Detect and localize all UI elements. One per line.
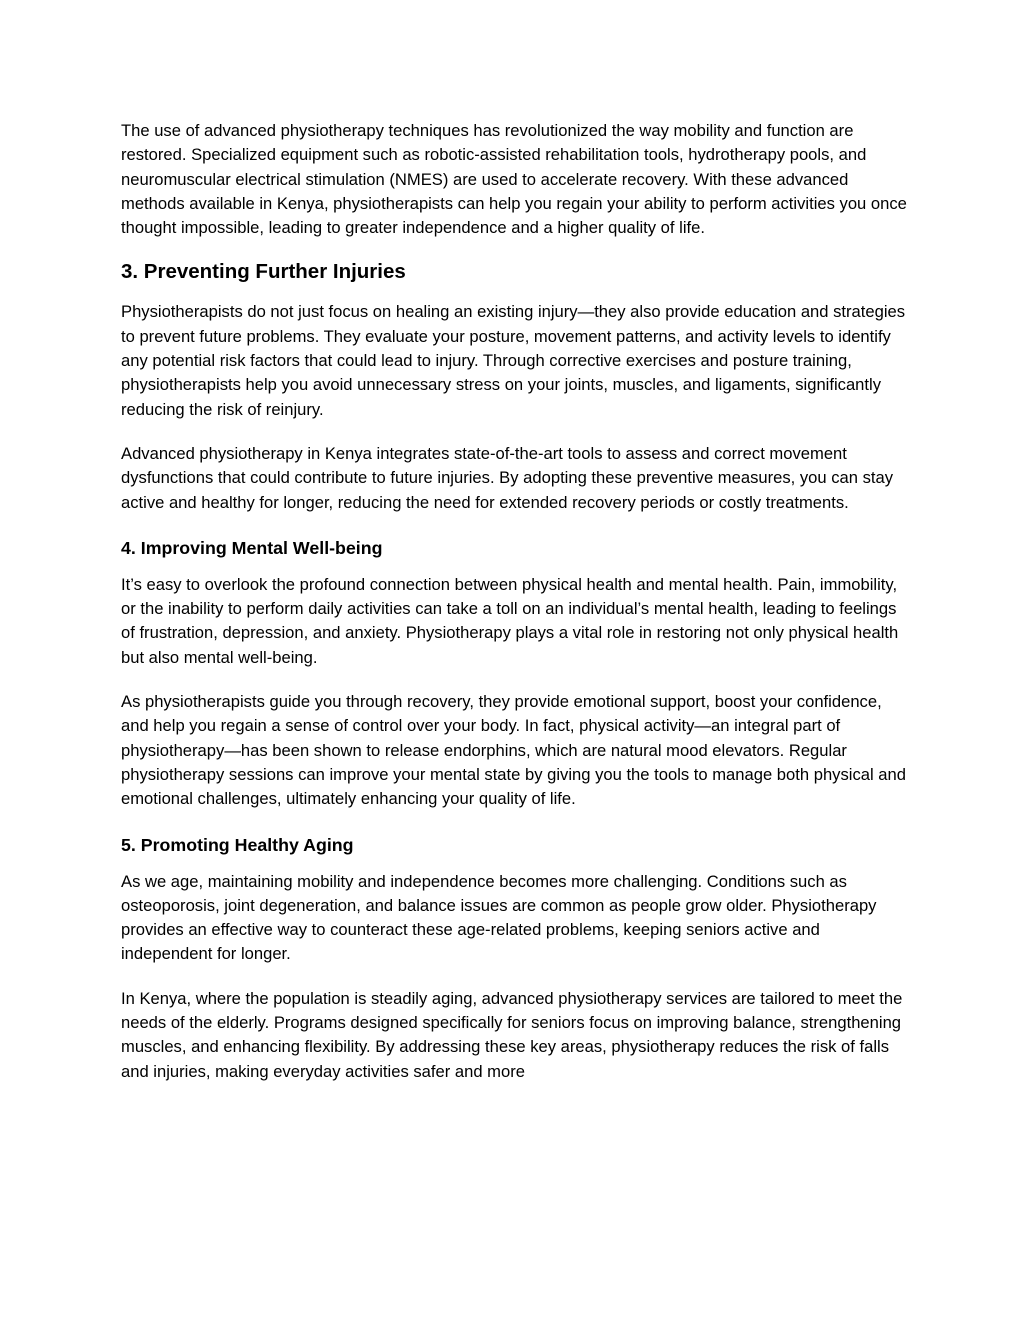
- heading-preventing-injuries: 3. Preventing Further Injuries: [121, 260, 406, 284]
- paragraph-aging-kenya: In Kenya, where the population is steadily aging, advanced physiotherapy services are tailored to meet the needs of the elderly. Programs designed specifically for seniors focus on improving balance, strengthening muscles, and enhancing flexibility. By addressing these key areas, physiotherapy reduces the risk of falls and injuries, making everyday activities safer and more: [121, 988, 903, 1081]
- paragraph-mental-connection: It’s easy to overlook the profound connection between physical health and mental health. Pain, immobility, or the inability to perform daily activities can take a toll on an individual’s mental health, leading to feelings of frustration, depression, and anxiety. Physiotherapy plays a vital role in restoring not only physical health but also mental well-being.: [121, 574, 899, 667]
- heading-healthy-aging: 5. Promoting Healthy Aging: [121, 834, 354, 855]
- paragraph-prevention-education: Physiotherapists do not just focus on healing an existing injury—they also provide education and strategies to prevent future problems. They evaluate your posture, movement patterns, and activity levels to identify any potential risk factors that could lead to injury. Through corrective exercises and posture training, physiotherapists help you avoid unnecessary stress on your joints, muscles, and ligaments, significantly reducing the risk of reinjury.: [121, 302, 906, 419]
- paragraph-aging-challenges: As we age, maintaining mobility and independence becomes more challenging. Conditions such as osteoporosis, joint degeneration, and balance issues are common as people grow older. Physiotherapy provides an effective way to counteract these age-related problems, keeping seniors active and independent for longer.: [121, 871, 877, 964]
- heading-mental-wellbeing: 4. Improving Mental Well-being: [121, 537, 383, 558]
- paragraph-mental-support: As physiotherapists guide you through recovery, they provide emotional support, boost your confidence, and help you regain a sense of control over your body. In fact, physical activity—an integral part of physiotherapy—has been shown to release endorphins, which are natural mood elevators. Regular physiotherapy sessions can improve your mental state by giving you the tools to manage both physical and emotional challenges, ultimately enhancing your quality of life.: [121, 692, 906, 809]
- paragraph-advanced-techniques: The use of advanced physiotherapy techniques has revolutionized the way mobility and function are restored. Specialized equipment such as robotic-assisted rehabilitation tools, hydrotherapy pools, and neuromuscular electrical stimulation (NMES) are used to accelerate recovery. With these advanced methods available in Kenya, physiotherapists can help you regain your ability to perform activities you once thought impossible, leading to greater independence and a higher quality of life.: [121, 121, 907, 238]
- paragraph-prevention-tools: Advanced physiotherapy in Kenya integrates state-of-the-art tools to assess and correct movement dysfunctions that could contribute to future injuries. By adopting these preventive measures, you can stay active and healthy for longer, reducing the need for extended recovery periods or costly treatments.: [121, 443, 894, 512]
- document-page: [121, 119, 907, 1084]
